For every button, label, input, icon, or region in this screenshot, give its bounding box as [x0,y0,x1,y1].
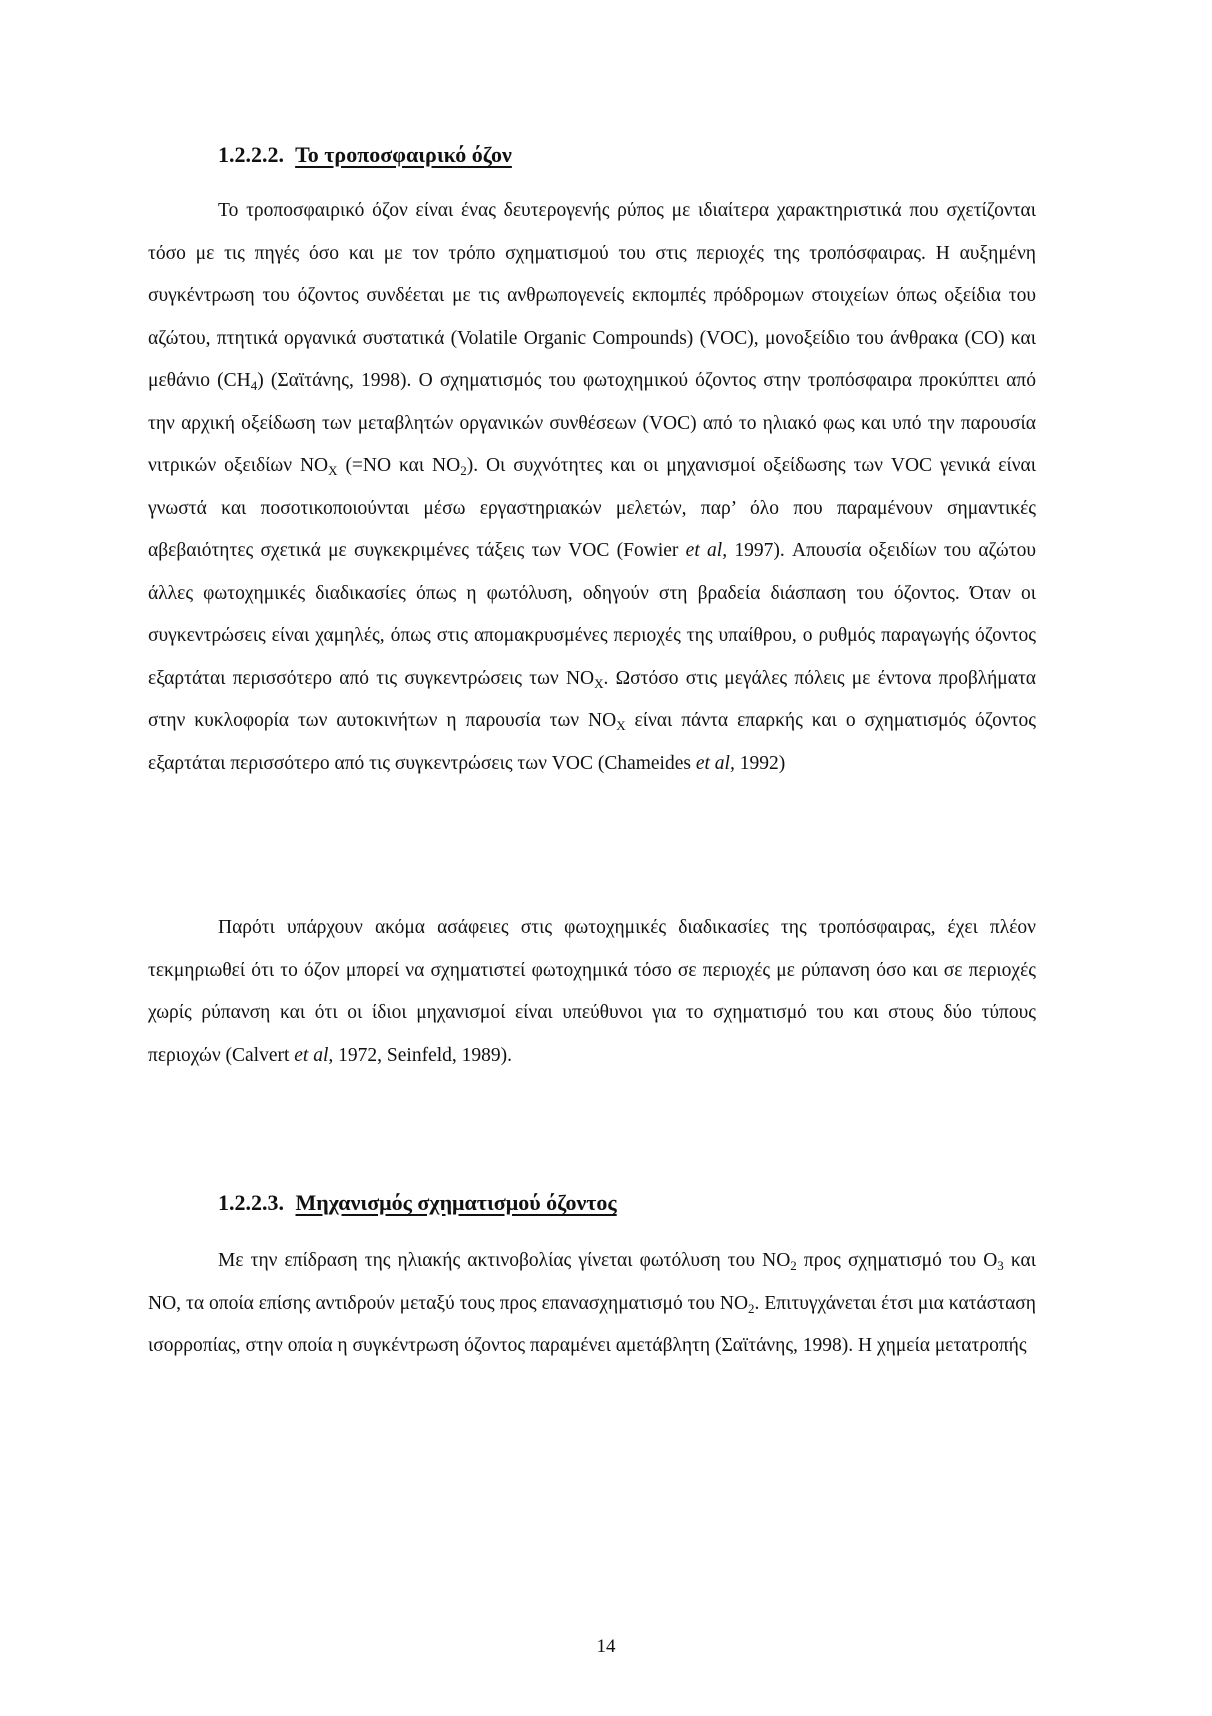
paragraph-ozone-intro: Το τροποσφαιρικό όζον είναι ένας δευτερογενής ρύπος με ιδιαίτερα χαρακτηριστικά που σχετίζονται τόσο με τις πηγές όσο και με τον τρόπο σχηματισμού του στις περιοχές της τροπόσφαιρας. Η αυξημένη συγκέντρωση του όζοντος συνδέεται με τις ανθρωπογενείς εκπομπές πρόδρομων στοιχείων όπως οξείδια του αζώτου, πτητικά οργανικά συστατικά (Volatile Organic Compounds) (VOC), μονοξείδιο του άνθρακα (CO) και μεθάνιο $(CH_4)$ (Σαϊτάνης, 1998). Ο σχηματισμός του φωτοχημικού όζοντος στην τροπόσφαιρα προκύπτει από την αρχική οξείδωση των μεταβλητών οργανικών συνθέσεων (VOC) από το ηλιακό φως και υπό την παρουσία νιτρικών οξειδίων $NO_X$ (=NO και $NO_2$). Οι συχνότητες και οι μηχανισμοί οξείδωσης των VOC γενικά είναι γνωστά και ποσοτικοποιούνται μέσω εργαστηριακών μελετών, παρ’ όλο που παραμένουν σημαντικές αβεβαιότητες σχετικά με συγκεκριμένες τάξεις των VOC (Fowier et al, 1997). Απουσία οξειδίων του αζώτου άλλες φωτοχημικές διαδικασίες όπως η φωτόλυση, οδηγούν στη βραδεία διάσπαση του όζοντος. Όταν οι συγκεντρώσεις είναι χαμηλές, όπως στις απομακρυσμένες περιοχές της υπαίθρου, ο ρυθμός παραγωγής όζοντος εξαρτάται περισσότερο από τις συγκεντρώσεις των $NO_X$. Ωστόσο στις μεγάλες πόλεις με έντονα προβλήματα στην κυκλοφορία των αυτοκινήτων η παρουσία των $NO_X$ είναι πάντα επαρκής και ο σχηματισμός όζοντος εξαρτάται περισσότερο από τις συγκεντρώσεις των VOC (Chameides et al, 1992) [148,200,1037,774]
section-title: Το τροποσφαιρικό όζον [295,142,512,167]
section-number: 1.2.2.2. [218,142,284,167]
section-title: Μηχανισμός σχηματισμού όζοντος [295,1190,617,1215]
section-number: 1.2.2.3. [218,1190,284,1215]
section-heading-2 [218,1190,617,1216]
paragraph-ozone-mechanism: Με την επίδραση της ηλιακής ακτινοβολίας γίνεται φωτόλυση του $NO_2$ προς σχηματισμό του $O_3$ και NO, τα οποία επίσης αντιδρούν μεταξύ τους προς επανασχηματισμό του $NO_2$. Επιτυγχάνεται έτσι μια κατάσταση ισορροπίας, στην οποία η συγκέντρωση όζοντος παραμένει αμετάβλητη (Σαϊτάνης, 1998). Η χημεία μετατροπής [148,1250,1036,1356]
section-heading-1 [218,142,512,168]
paragraph-ozone-formation: Παρότι υπάρχουν ακόμα ασάφειες στις φωτοχημικές διαδικασίες της τροπόσφαιρας, έχει πλέον τεκμηριωθεί ότι το όζον μπορεί να σχηματιστεί φωτοχημικά τόσο σε περιοχές με ρύπανση όσο και σε περιοχές χωρίς ρύπανση και ότι οι ίδιοι μηχανισμοί είναι υπεύθυνοι για το σχηματισμό του και στους δύο τύπους περιοχών (Calvert et al, 1972, Seinfeld, 1989). [148,917,1036,1066]
page-number: 14 [596,1636,616,1657]
